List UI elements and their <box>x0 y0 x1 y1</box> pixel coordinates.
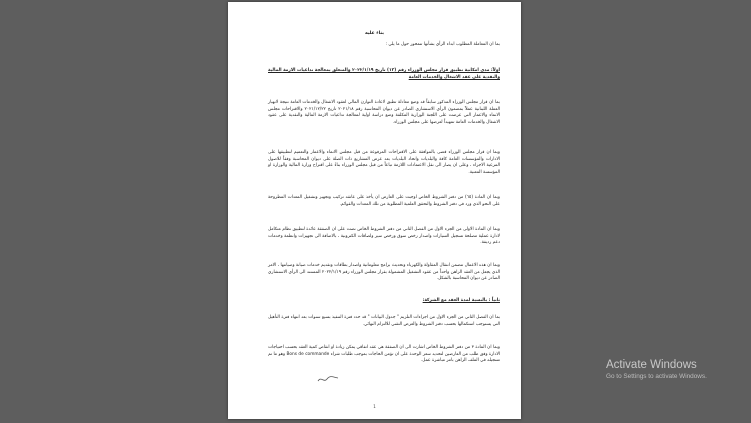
intro-text: بما ان المعاملة المطلوب ابداء الرأي بشأنها تتمحور حول ما يلي : <box>385 42 500 47</box>
paragraph-1: بما ان قرار مجلس الوزراء المذكور سابقاً قد وضع معادلة تطبق لاعادة التوازن المالي لعقود الاشغال والخدمات العامة نتيجة لانهيار العملة اللبنانية عملاً بمضمون الرأي الاستشاري الصادر عن ديوان المحاسبة رقم ٢٠٢١/١٨ تاريخ ٢٠٢١/١٢/٢٢ والاقتراحات مجلس الانماء والاعمار التي عرضت على اللجنة الوزارية المكلفة وضع دراسة اولية لمعالجة تداعيات الازمة المالية والنقدية على عقود الاشغال والخدمات العامة تمهيداً لعرضها على مجلس الوزراء. <box>268 100 500 125</box>
section1-heading: اولاً: مدى امكانية تطبيق قرار مجلس الوزراء رقم (١٣) تاريخ ٢٠٢٢/١/١٩ والمتعلق بمعالجة تداعيات الازمة المالية والنقدية على عقد الاشغال والخدمات العامة <box>268 68 500 80</box>
watermark-title: Activate Windows <box>606 359 697 371</box>
paragraph-6: بما ان الفصل الثاني من الجزء الاول من اجراءات التلزيم " جدول البيانات " قد حدد فترة التنفيذ بسبع سنوات بعد انتهاء فترة التأهيل التي يستوجب استكمالها بحسب دفتر الشروط والعرض التقني للالتزام النهائي. <box>268 315 500 327</box>
document-title: بناء عليه <box>365 31 384 36</box>
paragraph-7: وبما ان المادة ٣ من دفتر الشروط الخاص اشارت الى ان الصفقة هي عقد اتفاقي يمكن زيادة او انقاص كمية العقد بحسب احتياجات الادارة وفق طلب من العارضين لتحديد سعر الوحدة على ان تؤمن الحاجات بموجب طلبات شراء Bons de commande وهو ما تم تسجيله في الملف الراهن بامر مباشرة عمل. <box>268 345 501 364</box>
section2-heading: ثانياً : بالنسبة لمدة العقد مع الشركة: <box>422 298 500 303</box>
paragraph-5: وبما ان هذه الاعمال تتضمن انتقال المقاولة والكهرباء وتحديث برامج معلوماتية واصدار بطاقات وتقديم خدمات صيانة وصيانتها ، الامر الذي يجعل من العقد الراهن واحداً من عقود التشغيل المشمولة بقرار مجلس الوزراء رقم ٢٠٢٢/١/١٩ المستند الى الرأي الاستشاري الصادر عن ديوان المحاسبة بالشكل. <box>268 263 500 282</box>
activate-windows-watermark <box>606 358 707 381</box>
signature-mark <box>316 374 340 384</box>
page-number: 1 <box>373 404 376 409</box>
watermark-subtitle: Go to Settings to activate Windows. <box>606 373 707 380</box>
paragraph-4: وبما ان المادة الاولى من الجزء الاول من الفصل الثاني من دفتر الشروط الخاص نصت على ان الصفقة عائدة لتطبيق نظام متكامل لادارة عملية مصلحة تسجيل السيارات واصدار رخص سوق ورخص سير ولصاقات الكترونية ، بالاضافة الى تجهيزات وانظمة وخدمات دعم رديفة. <box>268 227 500 246</box>
document-page <box>228 2 521 419</box>
paragraph-2: وبما ان قرار مجلس الوزراء قضى بالموافقة على الاقتراحات المرفوعة من قبل مجلس الانماء والاعمار والتعميم لتطبيقها على الادارات والمؤسسات العامة كافة والبلديات واتحاد البلديات بعد عرض المشاريع ذات الصلة على ديوان المحاسبة وفقاً للاصول المرعية الاجراء ، وعلى ان يصار الى نقل الاعتمادات اللازمة تباعاً من قبل مجلس الوزراء بناءً على اقتراح وزارة المالية والوزارة او المؤسسة المعنية. <box>268 150 500 175</box>
paragraph-3: وبما ان المادة (٦٥) من دفتر الشروط الخاص اوجبت على العارض ان يأخذ على عاتقه تركيب وتجهيز وتشغيل المعدات المطروحة على النحو الذي ورد في دفتر الشروط والتحقق العلمية المطلوبة من تلك المعدات والقوائم. <box>268 195 500 207</box>
